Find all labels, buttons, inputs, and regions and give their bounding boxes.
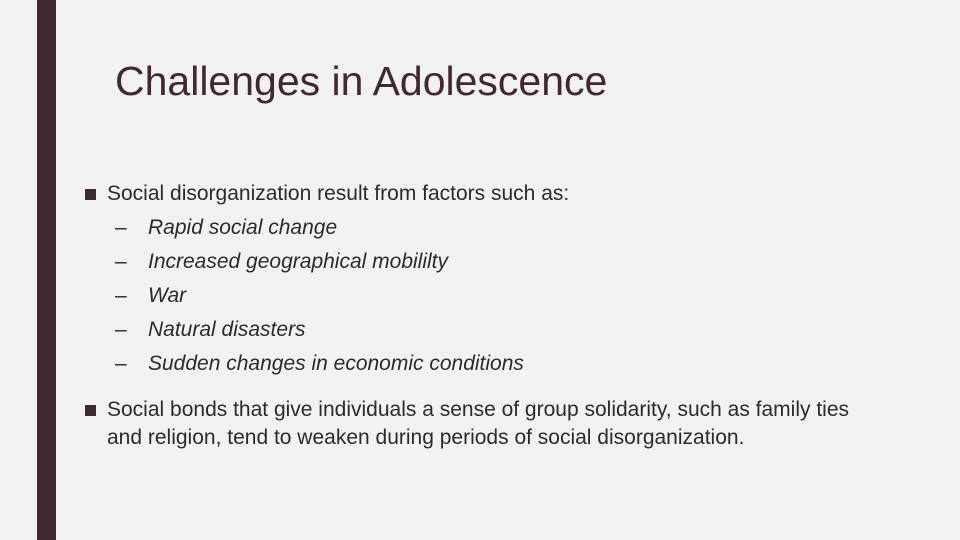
bullet-text: Social bonds that give individuals a sense of group solidarity, such as family ties and religion, tend to weaken during periods of social disorganization. bbox=[107, 398, 850, 449]
sub-list-item bbox=[107, 282, 885, 316]
bullet-item bbox=[85, 180, 885, 384]
sub-list-item bbox=[107, 350, 885, 384]
slide-title: Challenges in Adolescence bbox=[115, 58, 608, 104]
sub-item-text: Rapid social change bbox=[148, 216, 338, 239]
dash-icon: – bbox=[115, 284, 127, 307]
sub-list-item bbox=[107, 248, 885, 282]
sub-list bbox=[107, 214, 885, 384]
sub-item-text: War bbox=[148, 284, 187, 307]
sub-item-text: Sudden changes in economic conditions bbox=[148, 352, 524, 375]
sub-list-item bbox=[107, 316, 885, 350]
bullet-item bbox=[85, 396, 885, 452]
sub-list-item bbox=[107, 214, 885, 248]
sub-item-text: Natural disasters bbox=[148, 318, 306, 341]
sub-item-text: Increased geographical mobililty bbox=[148, 250, 448, 273]
accent-bar bbox=[37, 0, 56, 540]
bullet-text: Social disorganization result from factors such as: bbox=[107, 182, 570, 205]
dash-icon: – bbox=[115, 216, 127, 239]
slide-body bbox=[85, 180, 885, 452]
square-bullet-icon bbox=[85, 405, 96, 416]
dash-icon: – bbox=[115, 318, 127, 341]
square-bullet-icon bbox=[85, 189, 96, 200]
dash-icon: – bbox=[115, 250, 127, 273]
dash-icon: – bbox=[115, 352, 127, 375]
